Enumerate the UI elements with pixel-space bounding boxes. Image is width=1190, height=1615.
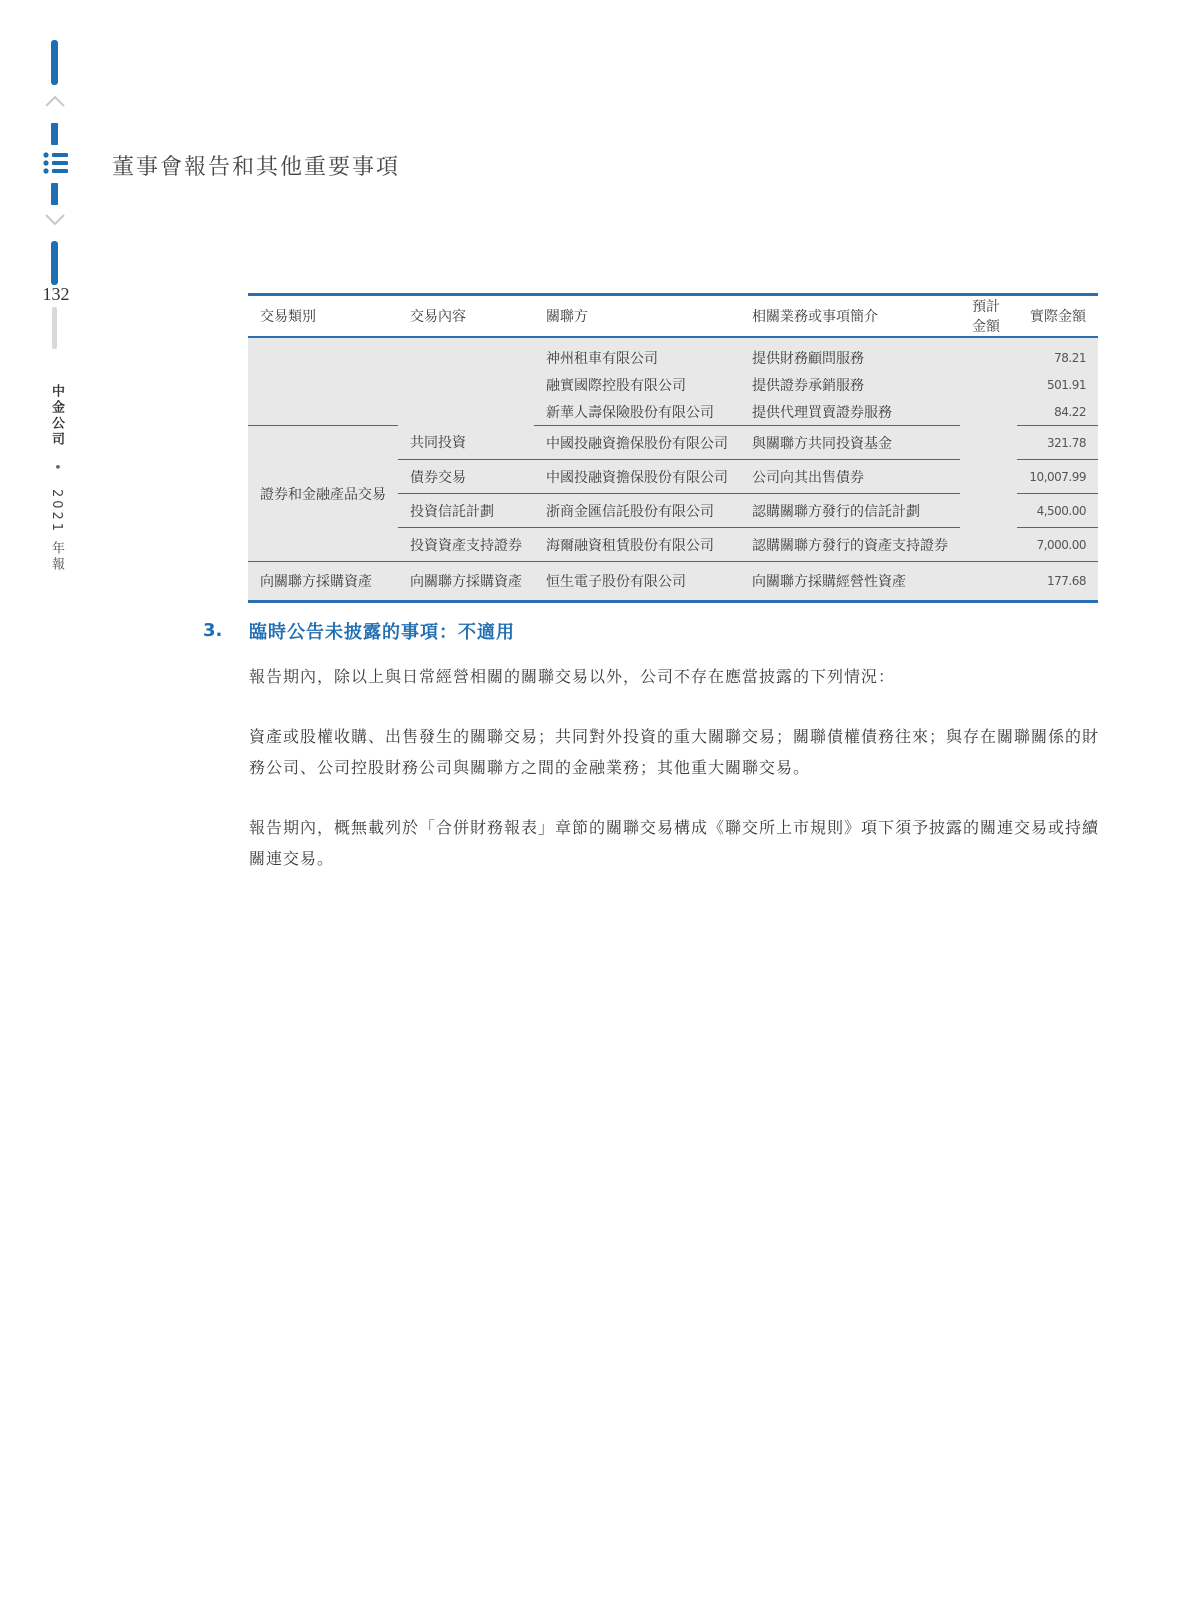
- table-cell: 提供財務顧問服務: [740, 337, 960, 371]
- table-cell: 向關聯方採購資產: [248, 562, 398, 602]
- table-cell: 501.91: [1017, 371, 1098, 398]
- table-cell: 與關聯方共同投資基金: [740, 426, 960, 460]
- table-row: [248, 426, 1098, 460]
- section-number: 3.: [203, 620, 223, 641]
- chevron-down-icon[interactable]: [44, 209, 66, 231]
- table-cell: [960, 460, 1017, 494]
- table-row: [248, 337, 1098, 371]
- page-title: 董事會報告和其他重要事項: [112, 155, 401, 180]
- table-cell: 債券交易: [398, 460, 534, 494]
- table-header-row: [248, 295, 1098, 338]
- table-cell: 投資資產支持證券: [398, 528, 534, 562]
- table-cell: 中國投融資擔保股份有限公司: [534, 460, 740, 494]
- table-cell: 證券和金融產品交易: [248, 426, 398, 562]
- column-header: 交易類別: [248, 295, 398, 338]
- table-cell: 提供代理買賣證券服務: [740, 398, 960, 426]
- table-cell: 恒生電子股份有限公司: [534, 562, 740, 602]
- table-cell: 海爾融資租賃股份有限公司: [534, 528, 740, 562]
- table-cell: 84.22: [1017, 398, 1098, 426]
- page-number: 132: [42, 284, 70, 304]
- nav-accent-bar: [51, 123, 58, 145]
- table-cell: [398, 337, 534, 426]
- table-cell: 10,007.99: [1017, 460, 1098, 494]
- nav-accent-bar: [51, 183, 58, 205]
- menu-list-icon[interactable]: [42, 150, 70, 176]
- body-paragraph: 資產或股權收購、出售發生的關聯交易；共同對外投資的重大關聯交易；關聯債權債務往來；與存在關聯關係的財務公司、公司控股財務公司與關聯方之間的金融業務；其他重大關聯交易。: [249, 727, 1100, 777]
- chevron-up-icon[interactable]: [44, 90, 66, 112]
- nav-grey-bar: [52, 307, 57, 349]
- table-cell: 提供證券承銷服務: [740, 371, 960, 398]
- nav-accent-bar: [51, 241, 58, 285]
- table-cell: 認購關聯方發行的信託計劃: [740, 494, 960, 528]
- table-cell: 321.78: [1017, 426, 1098, 460]
- table-cell: 7,000.00: [1017, 528, 1098, 562]
- table-cell: 投資信託計劃: [398, 494, 534, 528]
- column-header: 預計金額: [960, 295, 1017, 338]
- table-cell: 浙商金匯信託股份有限公司: [534, 494, 740, 528]
- column-header: 交易內容: [398, 295, 534, 338]
- separator-dot: •: [49, 463, 64, 474]
- table-cell: 認購關聯方發行的資產支持證券: [740, 528, 960, 562]
- table-cell: [960, 528, 1017, 562]
- table-cell: 中國投融資擔保股份有限公司: [534, 426, 740, 460]
- table-cell: 向關聯方採購資產: [398, 562, 534, 602]
- column-header: 關聯方: [534, 295, 740, 338]
- table-cell: 新華人壽保險股份有限公司: [534, 398, 740, 426]
- table-cell: [960, 371, 1017, 398]
- report-label: [47, 384, 66, 573]
- table-row: [248, 562, 1098, 602]
- table-cell: [960, 426, 1017, 460]
- nav-accent-bar: [51, 40, 58, 85]
- table-cell: 共同投資: [398, 426, 534, 460]
- column-header: 實際金額: [1017, 295, 1098, 338]
- table-cell: [960, 494, 1017, 528]
- table-cell: 78.21: [1017, 337, 1098, 371]
- related-transactions-table: [248, 293, 1098, 603]
- column-header: 相關業務或事項簡介: [740, 295, 960, 338]
- table-cell: [960, 337, 1017, 371]
- table-cell: [960, 398, 1017, 426]
- body-paragraph: 報告期內，除以上與日常經營相關的關聯交易以外，公司不存在應當披露的下列情況：: [249, 667, 896, 686]
- table-cell: [960, 562, 1017, 602]
- table-cell: 向關聯方採購經營性資產: [740, 562, 960, 602]
- table-cell: 公司向其出售債券: [740, 460, 960, 494]
- table-cell: 4,500.00: [1017, 494, 1098, 528]
- table-cell: [248, 337, 398, 426]
- report-year: 2021 年報: [49, 488, 64, 574]
- table-cell: 融實國際控股有限公司: [534, 371, 740, 398]
- table-cell: 神州租車有限公司: [534, 337, 740, 371]
- company-name: 中金公司: [49, 384, 64, 448]
- section-heading: 臨時公告未披露的事項：不適用: [249, 622, 515, 643]
- table-cell: 177.68: [1017, 562, 1098, 602]
- body-paragraph: 報告期內，概無載列於「合併財務報表」章節的關聯交易構成《聯交所上市規則》項下須予披露的關連交易或持續關連交易。: [249, 818, 1100, 868]
